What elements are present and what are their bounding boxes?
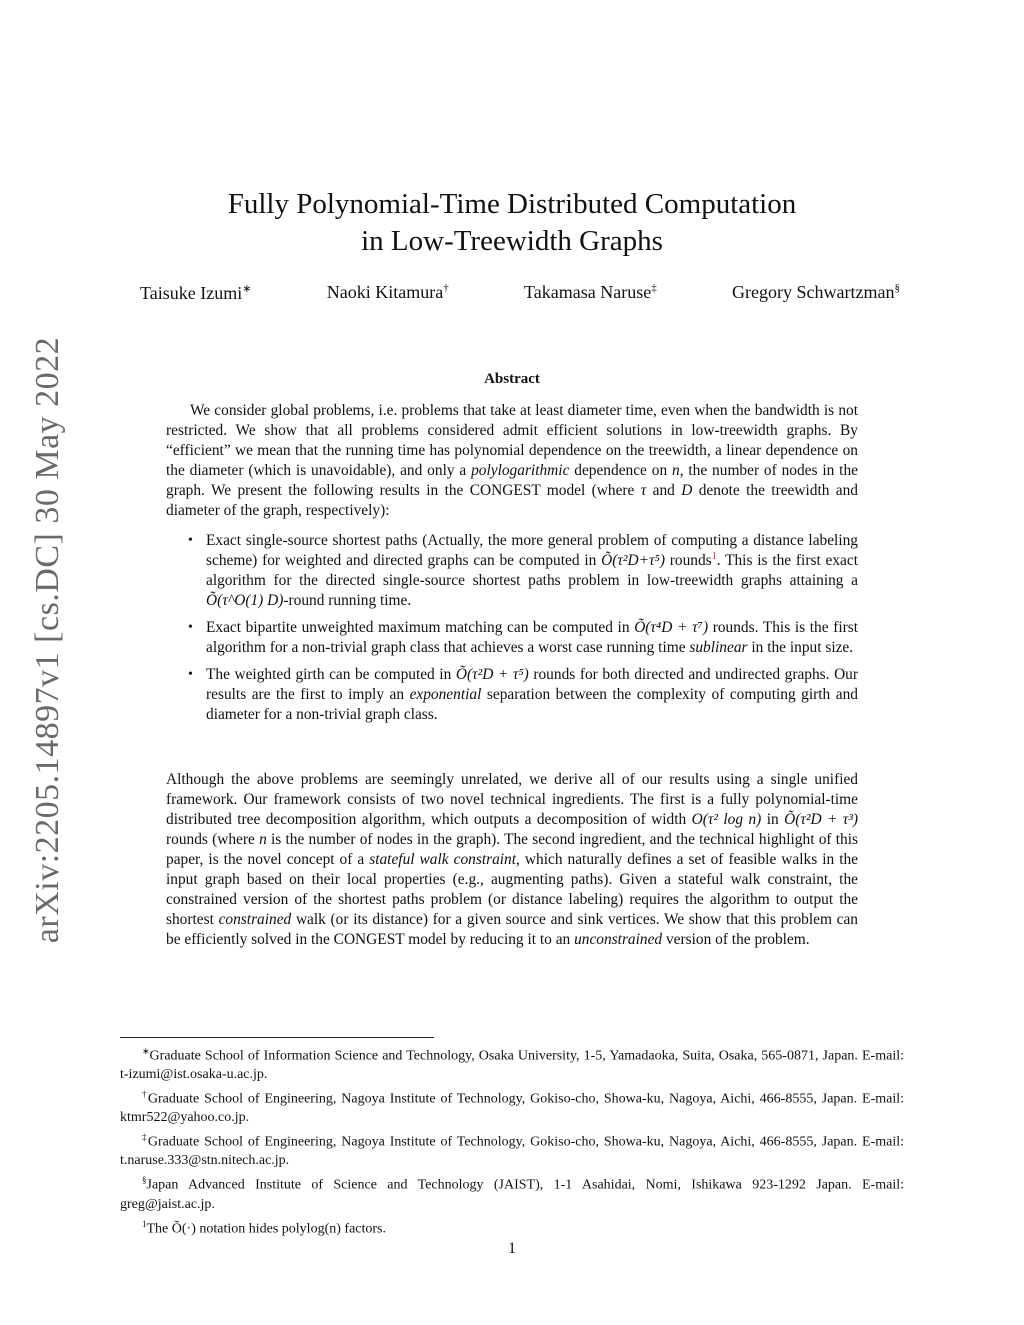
- text-run: denote the treewidth and diameter of the graph, respectively):: [166, 482, 859, 519]
- text-run: in: [761, 811, 785, 828]
- text-run: is the number of nodes in the graph). The second ingredient, and the technical highlight of this paper, is the novel concept of a: [166, 831, 858, 868]
- footnote-text: Graduate School of Engineering, Nagoya Institute of Technology, Gokiso-cho, Showa-ku, Nagoya, Aichi, 466-8555, Japan. E-mail: ktmr522@yahoo.co.jp.: [120, 1091, 904, 1126]
- page-number: 1: [508, 1240, 516, 1257]
- footnote-text: Japan Advanced Institute of Science and Technology (JAIST), 1-1 Asahidai, Nomi, Ishikawa 923-1292 Japan. E-mail: greg@jaist.ac.jp.: [120, 1178, 904, 1212]
- results-bullet-list: [166, 531, 858, 725]
- footnote-item: [120, 1085, 904, 1128]
- emphasis: polylogarithmic: [471, 462, 570, 479]
- title-line-2: in Low-Treewidth Graphs: [361, 225, 663, 257]
- math-symbol: τ: [640, 482, 647, 499]
- author-mark: †: [443, 282, 449, 294]
- text-run: Although the above problems are seemingly unrelated, we derive all of our results using a single unified framework. Our framework consists of two novel technical ingredients. The first is a fully polynomial-time distributed tree decomposition algorithm, which outputs a decomposition of width: [166, 771, 858, 828]
- math-expression: Õ(τ⁴D + τ⁷): [634, 619, 709, 636]
- bullet-icon: •: [188, 533, 193, 548]
- author-list: [140, 282, 900, 304]
- emphasis: exponential: [409, 686, 482, 703]
- author-3: [524, 282, 657, 304]
- bullet-item-girth: [166, 665, 858, 725]
- author-mark: ∗: [242, 283, 252, 295]
- text-run: separation between the complexity of computing girth and diameter for a non-trivial graph class.: [206, 686, 858, 723]
- text-run: and: [646, 482, 682, 499]
- footnote-item: [120, 1215, 904, 1239]
- emphasis: sublinear: [689, 639, 748, 656]
- math-symbol: n: [672, 462, 680, 479]
- footnote-text: Graduate School of Engineering, Nagoya Institute of Technology, Gokiso-cho, Showa-ku, Nagoya, Aichi, 466-8555, Japan. E-mail: t.naruse.333@stn.nitech.ac.jp.: [120, 1134, 904, 1169]
- math-expression: Õ(τ²D+τ⁵): [601, 552, 665, 569]
- footnote-item: [120, 1171, 904, 1214]
- text-run: in the input size.: [747, 639, 854, 656]
- footnote-text: Graduate School of Information Science and Technology, Osaka University, 1-5, Yamadaoka, Suita, Osaka, 565-0871, Japan. E-mail: t-izumi@ist.osaka-u.ac.jp.: [120, 1048, 904, 1083]
- abstract-paragraph-1: [166, 401, 858, 521]
- author-name: Gregory Schwartzman: [732, 282, 895, 302]
- footnote-item: [120, 1128, 904, 1171]
- emphasis: unconstrained: [574, 931, 663, 948]
- math-expression: Õ(τ²D + τ³): [784, 811, 859, 828]
- author-name: Taisuke Izumi: [140, 283, 243, 303]
- math-symbol: n: [259, 831, 267, 848]
- author-2: [327, 282, 449, 304]
- footnote-mark: §: [142, 1175, 147, 1186]
- author-1: [140, 282, 251, 304]
- footnote-link[interactable]: 1: [711, 550, 717, 562]
- text-run: The weighted girth can be computed in: [206, 666, 456, 683]
- author-name: Takamasa Naruse: [524, 282, 652, 302]
- paragraph-text: [166, 770, 858, 950]
- bullet-item-matching: [166, 618, 858, 658]
- text-run: rounds. This is the first algorithm for a non-trivial graph class that achieves a worst case running time: [206, 619, 859, 656]
- text-run: , which naturally defines a set of feasible walks in the input graph based on their local properties (e.g., augmenting paths). Given a stateful walk constraint, the constrained version of the shortest paths problem (or distance labeling) requires the algorithm to output the shortest: [166, 851, 858, 928]
- bullet-item-sssp: [166, 531, 858, 611]
- abstract-heading: Abstract: [484, 371, 540, 387]
- text-run: . This is the first exact algorithm for the directed single-source shortest paths problem in low-treewidth graphs attaining a: [206, 552, 858, 589]
- text-run: , the number of nodes in the graph. We present the following results in the CONGEST model (where: [166, 462, 858, 499]
- abstract-body: [166, 401, 858, 733]
- author-4: [732, 282, 900, 304]
- text-run: -round running time.: [283, 592, 412, 609]
- text-run: dependence on: [569, 462, 672, 479]
- footnote-mark: 1: [142, 1218, 147, 1229]
- math-expression: Õ(τ^O(1) D): [206, 592, 284, 609]
- author-name: Naoki Kitamura: [326, 282, 444, 302]
- bullet-icon: •: [188, 620, 193, 635]
- math-expression: O(τ² log n): [691, 811, 762, 828]
- title-line-1: Fully Polynomial-Time Distributed Computation: [227, 188, 797, 220]
- arxiv-id-text: arXiv:2205.14897v1 [cs.DC] 30 May 2022: [29, 336, 67, 944]
- math-expression: Õ(τ²D + τ⁵): [455, 666, 529, 683]
- text-run: rounds for both directed and undirected graphs. Our results are the first to imply an: [206, 666, 859, 703]
- footnote-mark: ‡: [142, 1132, 148, 1143]
- footnote-mark: †: [142, 1089, 148, 1100]
- abstract-paragraph-2: [166, 770, 858, 950]
- footnotes: [120, 1042, 904, 1239]
- arxiv-identifier-stamp: [20, 336, 76, 944]
- text-run: rounds (where: [166, 831, 260, 848]
- text-run: Exact bipartite unweighted maximum matching can be computed in: [206, 619, 635, 636]
- author-mark: ‡: [651, 282, 657, 294]
- emphasis: stateful walk constraint: [369, 851, 517, 868]
- bullet-icon: •: [188, 667, 193, 682]
- paper-title: [160, 186, 864, 260]
- footnote-mark: ∗: [142, 1046, 150, 1056]
- author-mark: §: [894, 282, 900, 294]
- text-run: walk (or its distance) for a given source and sink vertices. We show that this problem can be efficiently solved in the CONGEST model by reducing it to an: [166, 911, 858, 948]
- text-run: version of the problem.: [662, 931, 810, 948]
- text-run: We consider global problems, i.e. problems that take at least diameter time, even when the bandwidth is not restricted. We show that all problems considered admit efficient solutions in low-treewidth graphs. By “efficient” we mean that the running time has polynomial dependence on the treewidth, a linear dependence on the diameter (which is unavoidable), and only a: [166, 402, 858, 479]
- math-symbol: D: [681, 482, 693, 499]
- text-run: Exact single-source shortest paths (Actually, the more general problem of computing a distance labeling scheme) for weighted and directed graphs can be computed in: [206, 532, 858, 569]
- emphasis: constrained: [218, 911, 292, 928]
- footnote-divider: [120, 1037, 434, 1038]
- footnote-text: The Õ(·) notation hides polylog(n) factors.: [146, 1221, 386, 1237]
- text-run: rounds: [664, 552, 712, 569]
- footnote-item: [120, 1042, 904, 1085]
